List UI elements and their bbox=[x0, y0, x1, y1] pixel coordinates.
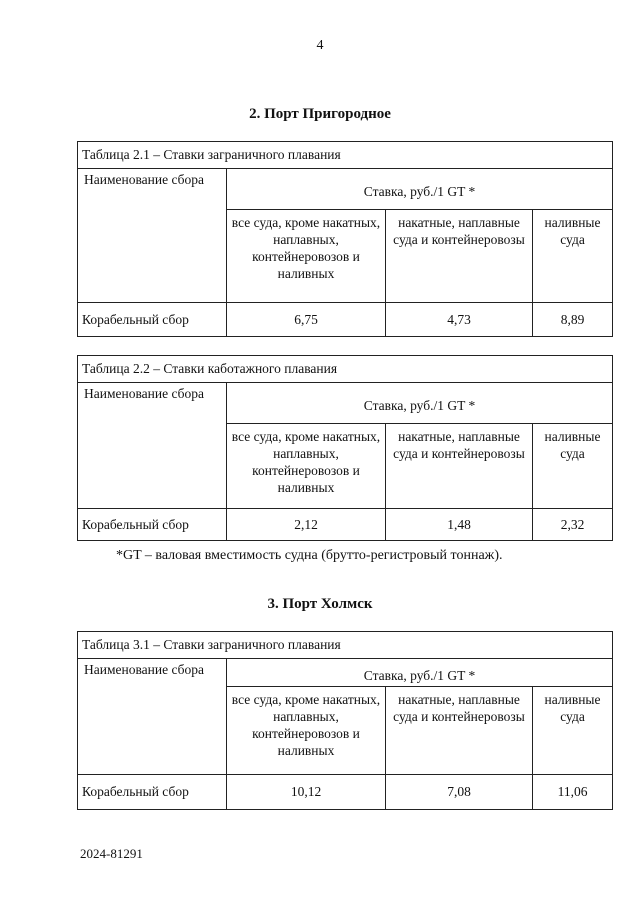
subheader-tankers: наливные суда bbox=[533, 424, 613, 509]
value-cell: 8,89 bbox=[533, 303, 613, 337]
subheader-tankers: наливные суда bbox=[533, 210, 613, 303]
footnote: *GT – валовая вместимость судна (брутто-регистровый тоннаж). bbox=[116, 548, 503, 563]
rates-table-2-2 bbox=[77, 355, 613, 541]
table-header-row bbox=[78, 169, 613, 210]
value-cell: 6,75 bbox=[227, 303, 386, 337]
rates-table-3-1 bbox=[77, 631, 613, 810]
rate-header: Ставка, руб./1 GT * bbox=[227, 169, 613, 210]
rate-header: Ставка, руб./1 GT * bbox=[227, 383, 613, 424]
table-caption-row bbox=[78, 632, 613, 659]
table-caption: Таблица 2.2 – Ставки каботажного плавания bbox=[78, 356, 613, 383]
value-cell: 11,06 bbox=[533, 775, 613, 810]
fee-name-header: Наименование сбора bbox=[78, 659, 227, 775]
table-row bbox=[78, 303, 613, 337]
page-number: 4 bbox=[316, 38, 324, 53]
rate-header: Ставка, руб./1 GT * bbox=[227, 659, 613, 687]
value-cell: 2,32 bbox=[533, 509, 613, 541]
table-caption: Таблица 2.1 – Ставки заграничного плавания bbox=[78, 142, 613, 169]
section-title-prigorodnoe: 2. Порт Пригородное bbox=[249, 106, 391, 122]
section-title-kholmsk: 3. Порт Холмск bbox=[267, 596, 373, 612]
subheader-all-vessels: все суда, кроме накатных, наплавных, контейнеровозов и наливных bbox=[227, 210, 386, 303]
table-caption-row bbox=[78, 142, 613, 169]
row-label: Корабельный сбор bbox=[78, 509, 227, 541]
table-row bbox=[78, 775, 613, 810]
subheader-roro-container: накатные, наплавные суда и контейнеровозы bbox=[386, 424, 533, 509]
subheader-roro-container: накатные, наплавные суда и контейнеровозы bbox=[386, 687, 533, 775]
subheader-roro-container: накатные, наплавные суда и контейнеровозы bbox=[386, 210, 533, 303]
value-cell: 2,12 bbox=[227, 509, 386, 541]
document-code: 2024-81291 bbox=[80, 846, 143, 861]
value-cell: 4,73 bbox=[386, 303, 533, 337]
value-cell: 1,48 bbox=[386, 509, 533, 541]
table-header-row bbox=[78, 383, 613, 424]
row-label: Корабельный сбор bbox=[78, 303, 227, 337]
subheader-tankers: наливные суда bbox=[533, 687, 613, 775]
subheader-all-vessels: все суда, кроме накатных, наплавных, контейнеровозов и наливных bbox=[227, 424, 386, 509]
value-cell: 7,08 bbox=[386, 775, 533, 810]
table-header-row bbox=[78, 659, 613, 687]
fee-name-header: Наименование сбора bbox=[78, 169, 227, 303]
table-caption-row bbox=[78, 356, 613, 383]
row-label: Корабельный сбор bbox=[78, 775, 227, 810]
table-row bbox=[78, 509, 613, 541]
subheader-all-vessels: все суда, кроме накатных, наплавных, контейнеровозов и наливных bbox=[227, 687, 386, 775]
rates-table-2-1 bbox=[77, 141, 613, 337]
value-cell: 10,12 bbox=[227, 775, 386, 810]
table-caption: Таблица 3.1 – Ставки заграничного плавания bbox=[78, 632, 613, 659]
fee-name-header: Наименование сбора bbox=[78, 383, 227, 509]
